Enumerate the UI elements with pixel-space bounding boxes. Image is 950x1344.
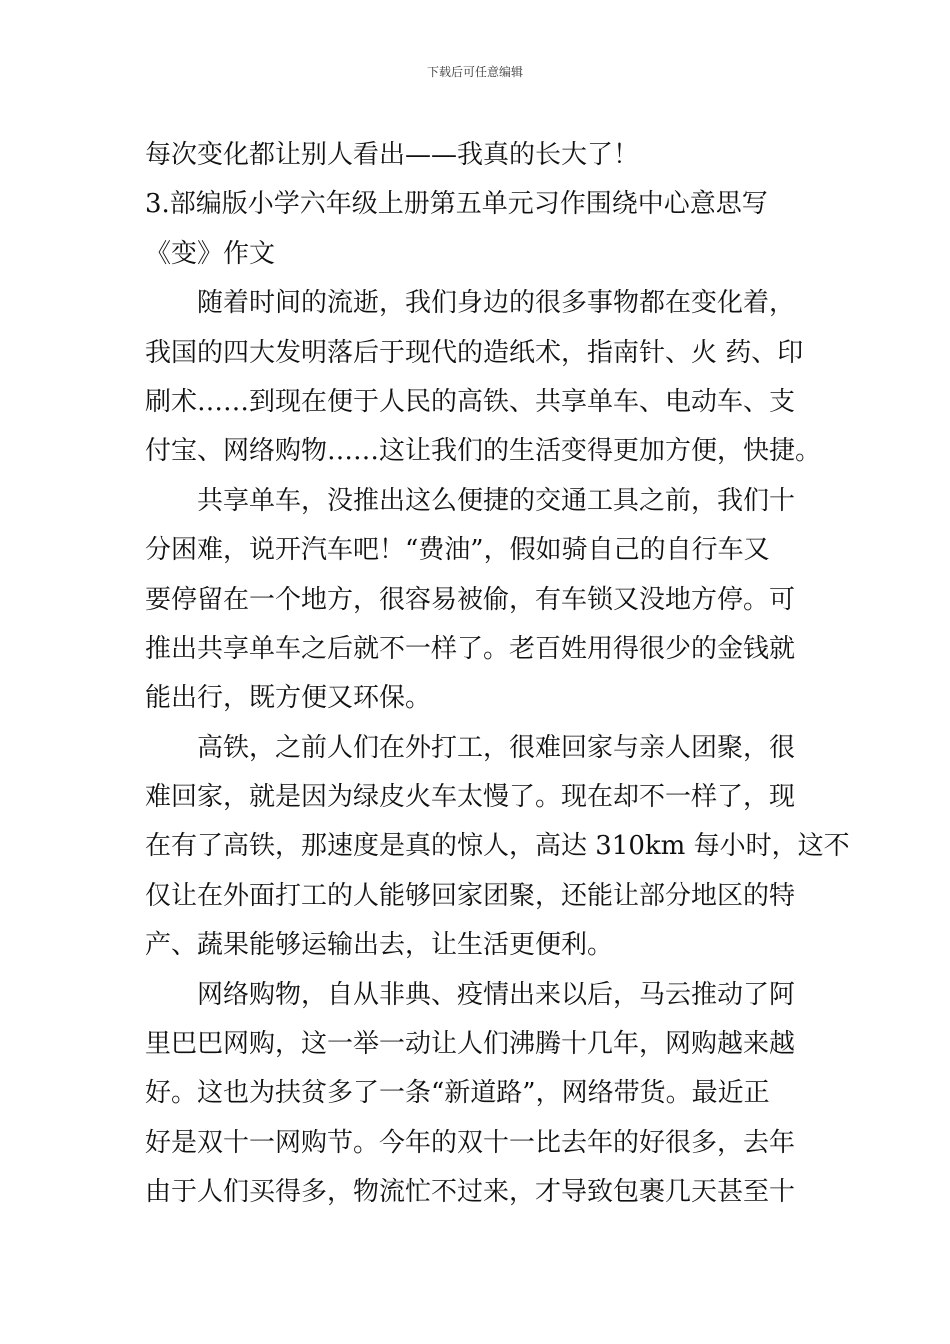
paragraph-1-line: 随着时间的流逝，我们身边的很多事物都在变化着， — [197, 288, 796, 319]
paragraph-1-line: 我国的四大发明落后于现代的造纸术，指南针、火 药、印 — [145, 337, 804, 368]
paragraph-2-line: 能出行，既方便又环保。 — [145, 683, 432, 714]
text-line: 每次变化都让别人看出——我真的长大了！ — [145, 140, 640, 170]
paragraph-3-line: 难回家，就是因为绿皮火车太慢了。现在却不一样了，现 — [145, 782, 796, 813]
paragraph-2-line: 要停留在一个地方，很容易被偷，有车锁又没地方停。可 — [145, 584, 796, 615]
paragraph-3-line: 产、蔬果能够运输出去，让生活更便利。 — [145, 930, 614, 961]
section-heading-line-1: 3.部编版小学六年级上册第五单元习作围绕中心意思写 — [145, 189, 768, 220]
document-body — [145, 131, 850, 1218]
paragraph-4-line: 网络购物，自从非典、疫情出来以后，马云推动了阿 — [197, 979, 796, 1010]
paragraph-4-line: 里巴巴网购，这一举一动让人们沸腾十几年，网购越来越 — [145, 1029, 796, 1060]
paragraph-2-line: 分困难，说开汽车吧！“费油”，假如骑自己的自行车又 — [145, 535, 770, 566]
paragraph-3-line: 高铁，之前人们在外打工，很难回家与亲人团聚，很 — [197, 732, 796, 763]
paragraph-1-line: 刷术……到现在便于人民的高铁、共享单车、电动车、支 — [145, 386, 796, 417]
paragraph-3-line: 在有了高铁，那速度是真的惊人，高达 310km 每小时，这不 — [145, 831, 850, 862]
page-header: 下载后可任意编辑 — [426, 65, 523, 79]
paragraph-3-line: 仅让在外面打工的人能够回家团聚，还能让部分地区的特 — [145, 880, 796, 911]
paragraph-1-line: 付宝、网络购物……这让我们的生活变得更加方便，快捷。 — [145, 436, 822, 467]
paragraph-4-line: 由于人们买得多，物流忙不过来，才导致包裹几天甚至十 — [145, 1177, 796, 1208]
section-heading-line-2: 《变》作文 — [145, 238, 276, 269]
paragraph-2-line: 推出共享单车之后就不一样了。老百姓用得很少的金钱就 — [145, 633, 796, 664]
paragraph-4-line: 好是双十一网购节。今年的双十一比去年的好很多，去年 — [145, 1127, 796, 1158]
paragraph-4-line: 好。这也为扶贫多了一条“新道路”，网络带货。最近正 — [145, 1078, 770, 1109]
paragraph-2-line: 共享单车，没推出这么便捷的交通工具之前，我们十 — [197, 485, 796, 516]
